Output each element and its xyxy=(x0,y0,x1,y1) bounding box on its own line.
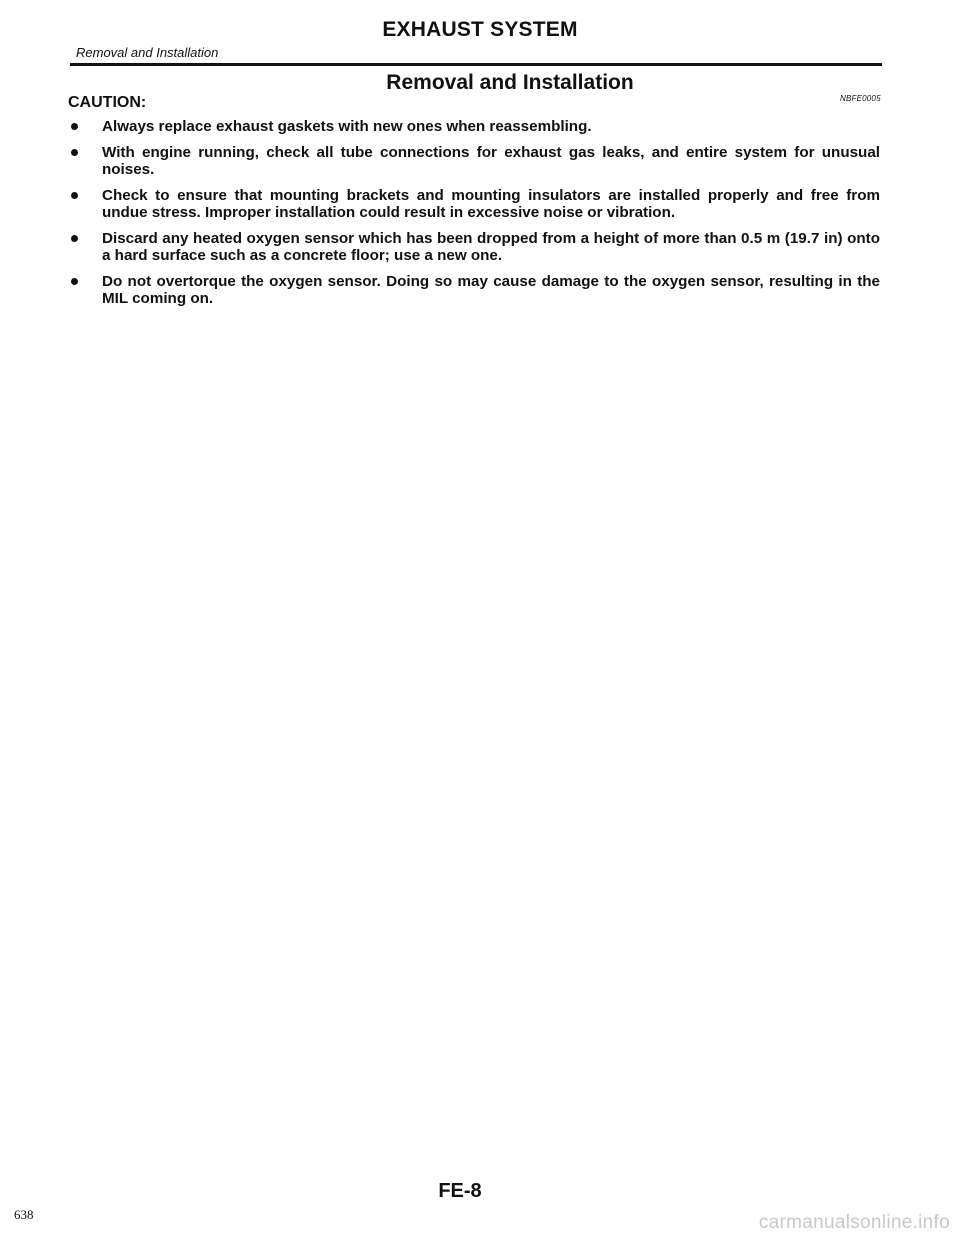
bullet-icon xyxy=(71,192,78,199)
caution-item xyxy=(68,273,880,307)
section-title: Removal and Installation xyxy=(386,71,634,94)
caution-item-text: Check to ensure that mounting brackets and mounting insulators are installed properly and free from undue stress. Improper installation could result in excessive noise or vibration. xyxy=(102,187,880,221)
print-page-number: 638 xyxy=(14,1207,34,1222)
bullet-icon xyxy=(71,278,78,285)
reference-code: NBFE0005 xyxy=(840,94,881,103)
caution-item-text: Always replace exhaust gaskets with new ones when reassembling. xyxy=(102,118,592,135)
caution-item xyxy=(68,118,880,135)
bullet-icon xyxy=(71,149,78,156)
page-number: FE-8 xyxy=(438,1180,482,1202)
bullet-icon xyxy=(71,123,78,130)
page-title: EXHAUST SYSTEM xyxy=(382,18,578,41)
caution-item xyxy=(68,230,880,264)
caution-item xyxy=(68,187,880,221)
caution-item-text: Discard any heated oxygen sensor which has been dropped from a height of more than 0.5 m (19.7 in) onto a hard surface such as a concrete floor; use a new one. xyxy=(102,230,880,264)
caution-item-text: With engine running, check all tube connections for exhaust gas leaks, and entire system for unusual noises. xyxy=(102,144,880,178)
bullet-icon xyxy=(71,235,78,242)
breadcrumb: Removal and Installation xyxy=(76,45,219,60)
header-divider xyxy=(70,63,882,66)
caution-item-text: Do not overtorque the oxygen sensor. Doing so may cause damage to the oxygen sensor, resulting in the MIL coming on. xyxy=(102,273,880,307)
watermark: carmanualsonline.info xyxy=(758,1212,950,1233)
caution-list xyxy=(68,118,880,316)
caution-item xyxy=(68,144,880,178)
caution-label: CAUTION: xyxy=(68,94,147,111)
